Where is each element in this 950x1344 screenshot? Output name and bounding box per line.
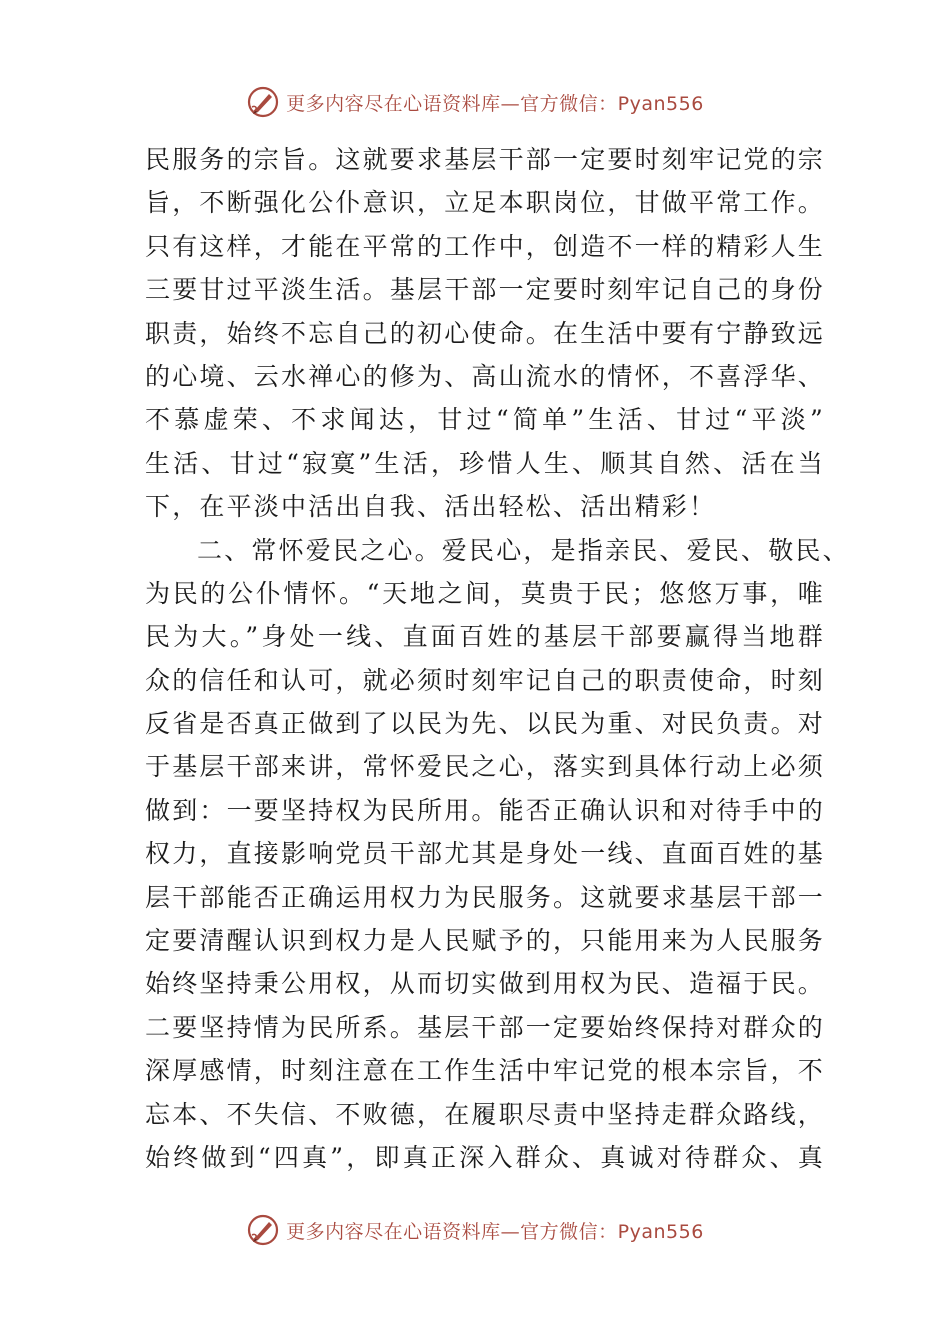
text-line: 不慕虚荣、不求闻达，甘过“简单”生活、甘过“平淡” [145, 405, 825, 435]
text-line: 的心境、云水禅心的修为、高山流水的情怀，不喜浮华、 [145, 361, 826, 391]
header-banner-contact: Pyan556 [617, 92, 704, 115]
text-line: 生活、甘过“寂寞”生活，珍惜人生、顺其自然、活在当 [145, 448, 825, 478]
footer-banner [0, 1210, 950, 1250]
text-line: 二、常怀爱民之心。爱民心，是指亲民、爱民、敬民、 [197, 535, 850, 565]
footer-banner-text [286, 1217, 704, 1244]
header-banner-label: 更多内容尽在心语资料库—官方微信： [286, 92, 618, 115]
text-line: 只有这样，才能在平常的工作中，创造不一样的精彩人生 [145, 231, 826, 261]
text-line: 民服务的宗旨。这就要求基层干部一定要时刻牢记党的宗 [145, 145, 826, 174]
footer-banner-label: 更多内容尽在心语资料库—官方微信： [286, 1220, 618, 1243]
text-line: 反省是否真正做到了以民为先、以民为重、对民负责。对 [145, 709, 826, 739]
text-line: 权力，直接影响党员干部尤其是身处一线、直面百姓的基 [145, 839, 826, 869]
pen-logo-icon [246, 1213, 280, 1247]
pen-logo-icon [246, 85, 280, 119]
text-line: 二要坚持情为民所系。基层干部一定要始终保持对群众的 [145, 1012, 826, 1042]
text-line: 深厚感情，时刻注意在工作生活中牢记党的根本宗旨，不 [145, 1056, 826, 1086]
text-line: 做到：一要坚持权为民所用。能否正确认识和对待手中的 [145, 795, 826, 825]
header-banner-text [286, 89, 704, 116]
text-line: 层干部能否正确运用权力为民服务。这就要求基层干部一 [145, 882, 826, 912]
text-line: 定要清醒认识到权力是人民赋予的，只能用来为人民服务 [145, 926, 826, 956]
document-body [145, 138, 850, 1179]
text-line: 忘本、不失信、不败德，在履职尽责中坚持走群众路线， [145, 1099, 826, 1129]
text-line: 民为大。”身处一线、直面百姓的基层干部要赢得当地群 [145, 622, 825, 652]
text-line: 众的信任和认可，就必须时刻牢记自己的职责使命，时刻 [145, 665, 826, 695]
text-line: 下，在平淡中活出自我、活出轻松、活出精彩！ [145, 492, 717, 522]
text-line: 始终坚持秉公用权，从而切实做到用权为民、造福于民。 [145, 969, 826, 999]
text-line: 旨，不断强化公仆意识，立足本职岗位，甘做平常工作。 [145, 188, 826, 218]
text-line: 始终做到“四真”，即真正深入群众、真诚对待群众、真 [145, 1142, 825, 1172]
text-line: 职责，始终不忘自己的初心使命。在生活中要有宁静致远 [145, 318, 826, 348]
footer-banner-contact: Pyan556 [617, 1220, 704, 1243]
header-banner [0, 82, 950, 122]
text-line: 为民的公仆情怀。“天地之间，莫贵于民；悠悠万事，唯 [145, 578, 825, 608]
text-line: 三要甘过平淡生活。基层干部一定要时刻牢记自己的身份 [145, 275, 826, 305]
text-line: 于基层干部来讲，常怀爱民之心，落实到具体行动上必须 [145, 752, 826, 782]
